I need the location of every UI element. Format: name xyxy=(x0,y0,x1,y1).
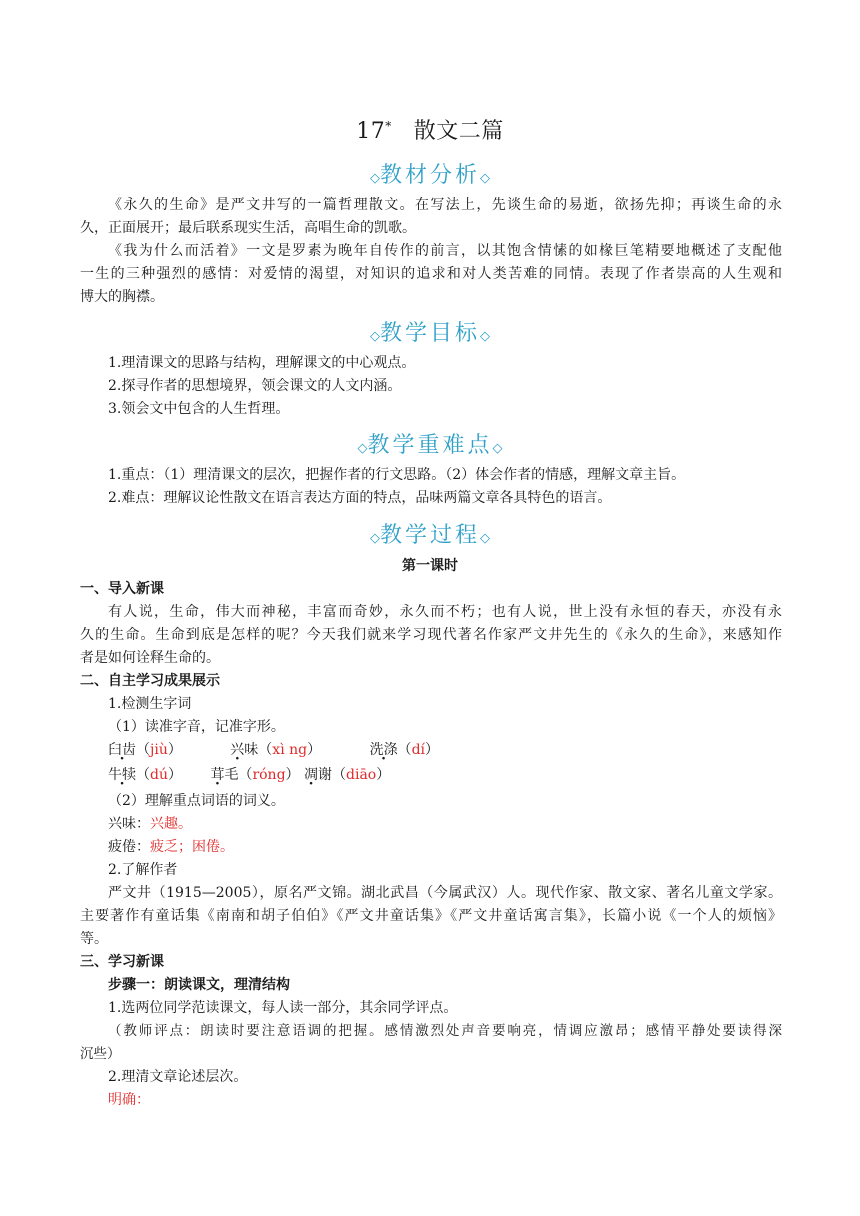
pinyin: dí xyxy=(411,742,426,758)
pinyin: jiù xyxy=(150,742,168,758)
section-label: 教学目标 xyxy=(379,321,480,346)
section-label: 教学重难点 xyxy=(367,433,493,458)
vocab-word: 凋谢（diāo） xyxy=(304,767,391,783)
pinyin: dú xyxy=(150,767,168,783)
section-label: 教学过程 xyxy=(379,523,480,548)
intro-line-1: 有人说，生命，伟大而神秘，丰富而奇妙，永久而不朽；也有人说，世上没有永恒的春天，亦没有永 xyxy=(108,604,782,620)
section-label: 教材分析 xyxy=(379,163,480,188)
heading-self-study: 二、自主学习成果展示 xyxy=(80,673,220,689)
analysis-paragraph-2-line-1: 《我为什么而活着》一文是罗素为晚年自传作的前言，以其饱含情愫的如椽巨笔精要地概述了支配他 xyxy=(108,243,782,259)
diamond-icon: ◇ xyxy=(480,171,490,186)
diamond-icon: ◇ xyxy=(357,441,368,456)
vocab-word: 臼齿（jiù） xyxy=(108,742,182,758)
vocab-word: 洗涤（dí） xyxy=(369,742,440,758)
page-title xyxy=(0,114,860,145)
heading-intro: 一、导入新课 xyxy=(80,581,164,597)
author-label: 2.了解作者 xyxy=(108,862,178,878)
check-words-label: 1.检测生字词 xyxy=(108,696,192,712)
pinyin: róng xyxy=(252,767,286,783)
step-1-item-1: 1.选两位同学范读课文，每人读一部分，其余同学评点。 xyxy=(108,1000,458,1016)
definition-answer: 兴趣。 xyxy=(150,816,192,832)
diamond-icon: ◇ xyxy=(480,531,490,546)
vocab-word: 牛犊（dú） xyxy=(108,767,182,783)
read-instruction: （1）读准字音，记准字形。 xyxy=(108,719,285,735)
teacher-note-line-1: （教师评点：朗读时要注意语调的把握。感情激烈处声音要响亮，情调应激昂；感情平静处要读得深 xyxy=(108,1023,782,1039)
understand-instruction: （2）理解重点词语的词义。 xyxy=(108,793,285,809)
analysis-paragraph-2-line-3: 博大的胸襟。 xyxy=(80,289,164,305)
key-point-item: 1.重点：（1）理清课文的层次，把握作者的行文思路。（2）体会作者的情感，理解文章主旨。 xyxy=(108,467,686,483)
intro-line-2: 久的生命。生命到底是怎样的呢？今天我们就来学习现代著名作家严文井先生的《永久的生命》，来感知作 xyxy=(80,627,782,643)
section-heading-analysis xyxy=(0,158,860,189)
diamond-icon: ◇ xyxy=(492,441,503,456)
goal-item: 3.领会文中包含的人生哲理。 xyxy=(108,401,290,417)
step-1-heading: 步骤一：朗读课文，理清结构 xyxy=(108,977,290,993)
section-heading-process xyxy=(0,518,860,549)
title-text: 散文二篇 xyxy=(413,119,504,144)
analysis-paragraph-2-line-2: 一生的三种强烈的感情：对爱情的渴望，对知识的追求和对人类苦难的同情。表现了作者崇高的人生观和 xyxy=(80,266,782,282)
analysis-paragraph-1-line-2: 久，正面展开；最后联系现实生活，高唱生命的凯歌。 xyxy=(80,220,416,236)
section-heading-key-points xyxy=(0,428,860,459)
difficulty-item: 2.难点：理解议论性散文在语言表达方面的特点，品味两篇文章各具特色的语言。 xyxy=(108,490,612,506)
diamond-icon: ◇ xyxy=(369,531,380,546)
bio-line-2: 主要著作有童话集《南南和胡子伯伯》《严文井童话集》《严文井童话寓言集》，长篇小说《一个人的烦恼》 xyxy=(80,908,782,924)
heading-new-lesson: 三、学习新课 xyxy=(80,954,164,970)
title-star: * xyxy=(385,118,392,133)
step-1-item-2: 2.理清文章论述层次。 xyxy=(108,1069,248,1085)
analysis-paragraph-1-line-1: 《永久的生命》是严文井写的一篇哲理散文。在写法上，先谈生命的易逝，欲扬先抑；再谈生命的永 xyxy=(108,197,782,213)
clarify-label: 明确： xyxy=(108,1092,150,1108)
vocab-row-1 xyxy=(80,739,782,761)
diamond-icon: ◇ xyxy=(480,329,490,344)
teacher-note-line-2: 沉些） xyxy=(80,1046,121,1062)
pinyin: xì ng xyxy=(272,742,308,758)
bio-line-1: 严文井（1915—2005），原名严文锦。湖北武昌（今属武汉）人。现代作家、散文家、著名儿童文学家。 xyxy=(108,885,782,901)
bio-line-3: 等。 xyxy=(80,931,108,947)
lesson-label: 第一课时 xyxy=(402,558,458,574)
definition-pijuan: 疲倦：疲乏；困倦。 xyxy=(108,839,234,855)
pinyin: diāo xyxy=(346,767,377,783)
goal-item: 2.探寻作者的思想境界，领会课文的人文内涵。 xyxy=(108,378,402,394)
vocab-word: 茸毛（róng） xyxy=(210,767,300,783)
definition-xingwei: 兴味：兴趣。 xyxy=(108,816,192,832)
vocab-row-2 xyxy=(80,764,782,786)
diamond-icon: ◇ xyxy=(369,171,380,186)
goal-item: 1.理清课文的思路与结构，理解课文的中心观点。 xyxy=(108,355,416,371)
intro-line-3: 者是如何诠释生命的。 xyxy=(80,650,220,666)
section-heading-goals xyxy=(0,316,860,347)
title-number: 17 xyxy=(356,119,386,144)
vocab-word: 兴味（xì ng） xyxy=(230,742,322,758)
definition-answer: 疲乏；困倦。 xyxy=(150,839,234,855)
diamond-icon: ◇ xyxy=(369,329,380,344)
